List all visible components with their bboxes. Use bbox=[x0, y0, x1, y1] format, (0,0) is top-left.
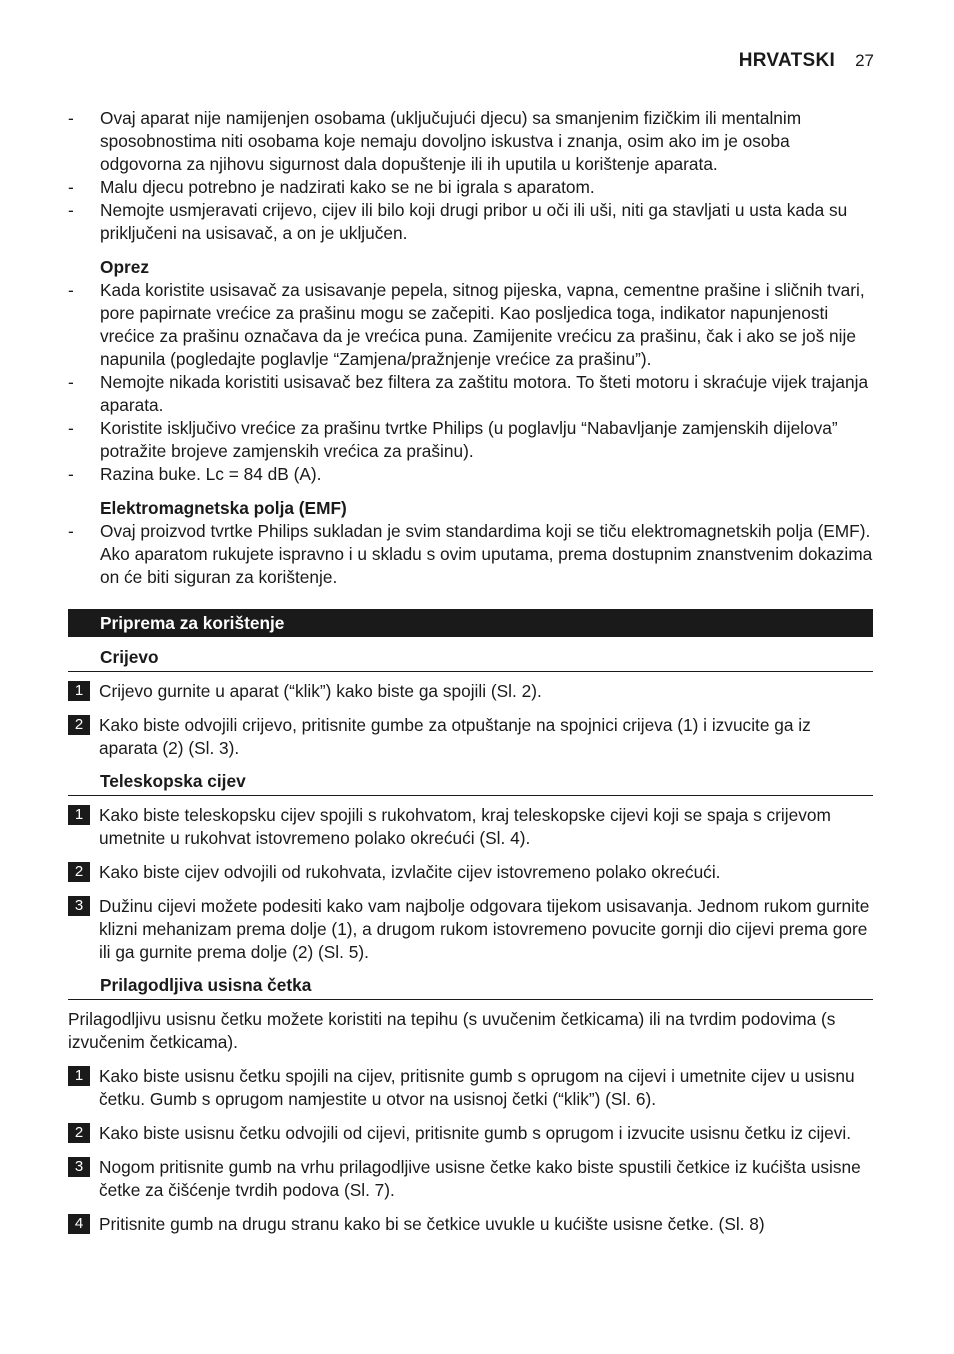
step-number: 1 bbox=[68, 681, 90, 701]
page-content bbox=[68, 107, 873, 1247]
step-number: 2 bbox=[68, 715, 90, 735]
step-number: 2 bbox=[68, 1123, 90, 1143]
bullet-item: - Kada koristite usisavač za usisavanje pepela, sitnog pijeska, vapna, cementne prašine i sličnih tvari, pore papirnate vrećice za prašinu mogu se začepiti. Kao posljedica toga, indikator napunjenosti vrećice za prašinu označava da je vrećica puna. Zamijenite vrećicu za prašinu, čak i ako se još nije napunila (pogledajte poglavlje “Zamjena/pražnjenje vrećice za prašinu”). bbox=[68, 280, 865, 369]
tube-heading: Teleskopska cijev bbox=[100, 771, 246, 791]
step-number: 3 bbox=[68, 1157, 90, 1177]
nozzle-heading: Prilagodljiva usisna četka bbox=[100, 975, 312, 995]
emf-bullet-list bbox=[68, 520, 873, 589]
step-number: 1 bbox=[68, 1066, 90, 1086]
step-number: 1 bbox=[68, 805, 90, 825]
divider bbox=[68, 795, 873, 796]
bullet-item: - Ovaj proizvod tvrtke Philips sukladan je svim standardima koji se tiču elektromagnetskih polja (EMF). Ako aparatom rukujete ispravno i u skladu s ovim uputama, prema dostupnim znanstvenim dokazima on će biti siguran za korištenje. bbox=[68, 521, 873, 587]
step-item: 1 Kako biste usisnu četku spojili na cijev, pritisnite gumb s oprugom na cijevi i umetnite cijev u usisnu četku. Gumb s oprugom namjestite u otvor na usisnoj četki (“klik”) (Sl. 6). bbox=[68, 1065, 873, 1111]
emf-heading: Elektromagnetska polja (EMF) bbox=[100, 498, 347, 518]
language-label: HRVATSKI bbox=[738, 50, 836, 71]
bullet-item: - Ovaj aparat nije namijenjen osobama (uključujući djecu) sa smanjenim fizičkim ili mentalnim sposobnostima niti osobama koje nemaju dovoljno iskustva i znanja, osim ako im je osoba odgovorna za njihovu sigurnost dala dopuštenje ili ih uputila u korištenje aparata. bbox=[68, 108, 802, 174]
step-number: 2 bbox=[68, 862, 90, 882]
step-item: 2 Kako biste odvojili crijevo, pritisnite gumbe za otpuštanje na spojnici crijeva (1) i izvucite ga iz aparata (2) (Sl. 3). bbox=[68, 714, 873, 760]
step-item: 1 Crijevo gurnite u aparat (“klik”) kako biste ga spojili (Sl. 2). bbox=[68, 680, 873, 703]
divider bbox=[68, 671, 873, 672]
bullet-item: - Koristite isključivo vrećice za prašinu tvrtke Philips (u poglavlju “Nabavljanje zamjenskih dijelova” potražite brojeve zamjenskih vrećica za prašinu). bbox=[68, 418, 838, 461]
step-number: 3 bbox=[68, 896, 90, 916]
section-heading-bar: Priprema za korištenje bbox=[68, 609, 873, 637]
bullet-item: - Nemojte nikada koristiti usisavač bez filtera za zaštitu motora. To šteti motoru i skraćuje vijek trajanja aparata. bbox=[68, 372, 869, 415]
step-item: 1 Kako biste teleskopsku cijev spojili s rukohvatom, kraj teleskopske cijevi koji se spaja s crijevom umetnite u rukohvat istovremeno polako okrećući (Sl. 4). bbox=[68, 804, 873, 850]
hose-heading: Crijevo bbox=[100, 647, 159, 667]
step-item: 3 Dužinu cijevi možete podesiti kako vam najbolje odgovara tijekom usisavanja. Jednom rukom gurnite klizni mehanizam prema dolje (1), a drugom rukom istovremeno povucite gornji dio cijevi prema gore ili ga gurnite prema dolje (2) (Sl. 5). bbox=[68, 895, 873, 964]
step-number: 4 bbox=[68, 1214, 90, 1234]
bullet-item: - Malu djecu potrebno je nadzirati kako se ne bi igrala s aparatom. bbox=[68, 177, 595, 197]
intro-bullet-list bbox=[68, 107, 873, 245]
caution-bullet-list bbox=[68, 279, 873, 486]
bullet-item: - Razina buke. Lc = 84 dB (A). bbox=[68, 464, 322, 484]
bullet-item: - Nemojte usmjeravati crijevo, cijev ili bilo koji drugi pribor u oči ili uši, niti ga stavljati u usta kada su priključeni na usisavač, a on je uključen. bbox=[68, 200, 848, 243]
page-header bbox=[739, 49, 874, 73]
step-item: 2 Kako biste cijev odvojili od rukohvata, izvlačite cijev istovremeno polako okrećući. bbox=[68, 861, 873, 884]
step-item: 3 Nogom pritisnite gumb na vrhu prilagodljive usisne četke kako biste spustili četkice iz kućišta usisne četke za čišćenje tvrdih podova (Sl. 7). bbox=[68, 1156, 873, 1202]
step-item: 2 Kako biste usisnu četku odvojili od cijevi, pritisnite gumb s oprugom i izvucite usisnu četku iz cijevi. bbox=[68, 1122, 873, 1145]
nozzle-intro: Prilagodljivu usisnu četku možete koristiti na tepihu (s uvučenim četkicama) ili na tvrdim podovima (s izvučenim četkicama). bbox=[68, 1009, 836, 1052]
step-item: 4 Pritisnite gumb na drugu stranu kako bi se četkice uvukle u kućište usisne četke. (Sl. 8) bbox=[68, 1213, 873, 1236]
page-number: 27 bbox=[855, 51, 874, 70]
divider bbox=[68, 999, 873, 1000]
caution-heading: Oprez bbox=[100, 257, 149, 277]
